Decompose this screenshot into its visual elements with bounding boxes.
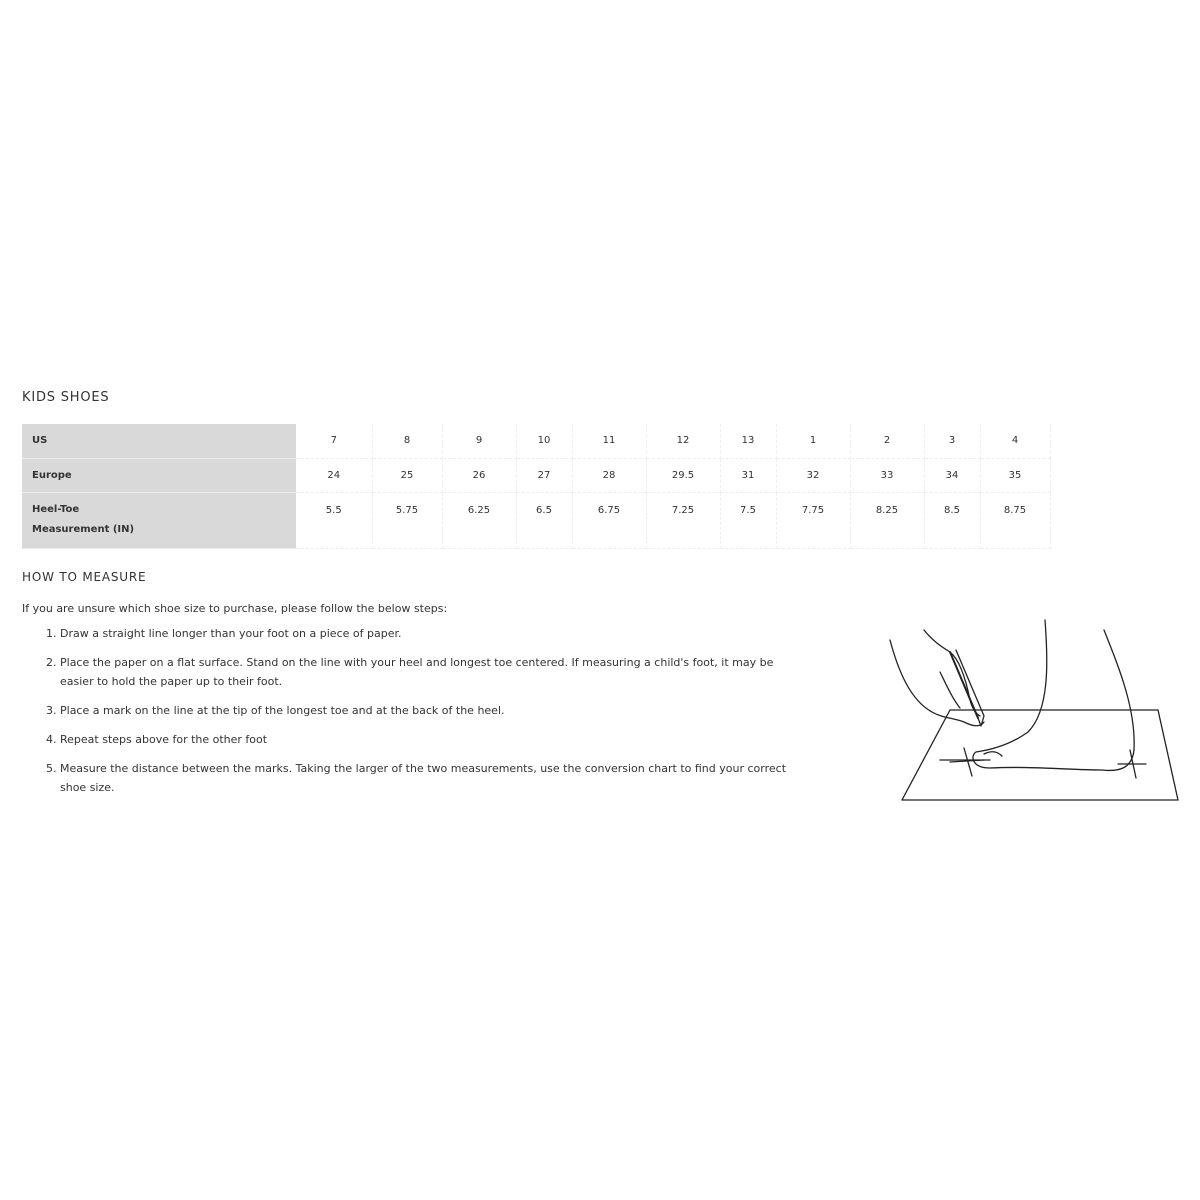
row-label-line: Heel-Toe xyxy=(32,504,80,515)
table-cell: 5.75 xyxy=(372,492,442,548)
table-cell: 7.75 xyxy=(776,492,850,548)
table-cell: 3 xyxy=(924,424,980,458)
table-cell: 8 xyxy=(372,424,442,458)
steps-list xyxy=(22,624,800,807)
row-label-us: US xyxy=(22,424,296,458)
table-cell: 2 xyxy=(850,424,924,458)
table-cell: 34 xyxy=(924,458,980,492)
list-item: 5. Measure the distance between the marks. Taking the larger of the two measurements, use the conversion chart to find your correct shoe size. xyxy=(60,759,800,797)
table-cell: 28 xyxy=(572,458,646,492)
table-cell: 6.25 xyxy=(442,492,516,548)
table-cell: 11 xyxy=(572,424,646,458)
list-item: 4. Repeat steps above for the other foot xyxy=(60,730,800,749)
table-cell: 27 xyxy=(516,458,572,492)
table-cell: 7.5 xyxy=(720,492,776,548)
table-cell: 12 xyxy=(646,424,720,458)
foot-measuring-illustration xyxy=(880,600,1180,810)
table-cell: 8.25 xyxy=(850,492,924,548)
row-label-heel-toe xyxy=(22,492,296,548)
list-item: 2. Place the paper on a flat surface. Stand on the line with your heel and longest toe centered. If measuring a child's foot, it may be easier to hold the paper up to their foot. xyxy=(60,653,800,691)
table-cell: 7.25 xyxy=(646,492,720,548)
intro-text: If you are unsure which shoe size to purchase, please follow the below steps: xyxy=(22,602,448,615)
table-cell: 6.75 xyxy=(572,492,646,548)
list-item: 3. Place a mark on the line at the tip of the longest toe and at the back of the heel. xyxy=(60,701,800,720)
table-cell: 8.75 xyxy=(980,492,1050,548)
table-cell: 35 xyxy=(980,458,1050,492)
table-cell: 9 xyxy=(442,424,516,458)
table-row-heel-toe xyxy=(22,492,1050,548)
row-label-europe: Europe xyxy=(22,458,296,492)
table-cell: 25 xyxy=(372,458,442,492)
table-cell: 24 xyxy=(296,458,372,492)
table-row-us xyxy=(22,424,1050,458)
table-cell: 1 xyxy=(776,424,850,458)
table-row-europe xyxy=(22,458,1050,492)
table-cell: 31 xyxy=(720,458,776,492)
table-cell: 8.5 xyxy=(924,492,980,548)
table-cell: 7 xyxy=(296,424,372,458)
how-to-measure-title: HOW TO MEASURE xyxy=(22,570,147,584)
table-cell: 13 xyxy=(720,424,776,458)
table-cell: 33 xyxy=(850,458,924,492)
table-cell: 32 xyxy=(776,458,850,492)
table-cell: 6.5 xyxy=(516,492,572,548)
list-item: 1. Draw a straight line longer than your foot on a piece of paper. xyxy=(60,624,800,643)
table-cell: 5.5 xyxy=(296,492,372,548)
table-cell: 4 xyxy=(980,424,1050,458)
row-label-line: Measurement (IN) xyxy=(32,524,135,535)
table-cell: 26 xyxy=(442,458,516,492)
table-cell: 29.5 xyxy=(646,458,720,492)
size-conversion-table xyxy=(22,424,1051,549)
table-cell: 10 xyxy=(516,424,572,458)
kids-shoes-title: KIDS SHOES xyxy=(22,390,110,405)
